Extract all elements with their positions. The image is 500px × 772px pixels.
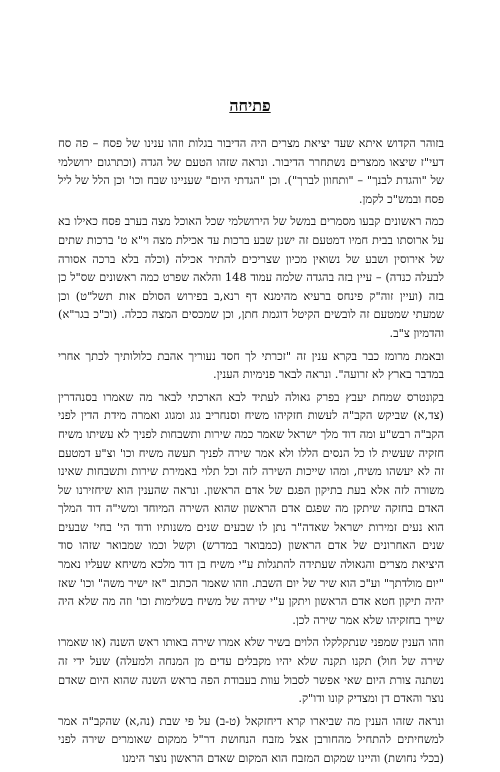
paragraph: וזהו הענין שמפני שנתקלקלו הלוים בשיר שלא אמרו שירה באותו ראש השנה (או שאמרו שירה של חול) תקנו תקנה שלא יהיו מקבלים עדים מן המנחה ולמעלה) שעל ידי זה נשתנה צורת היום שאי אפשר לסבול עוות בעבודת הפה בראש השנה שהוא היום שאדם נוצר והאדם דן ומצדיק קונו ודו"ק. [58,635,444,706]
paragraph: ובאמת מרומז כבר בקרא ענין זה "זכרתי לך חסד נעוריך אהבת כלולותיך לכתך אחרי במדבר בארץ לא זרועה". ונראה לבאר פנימיות הענין. [58,348,444,382]
paragraph: כמה ראשונים קבעו מסמרים במשל של הירושלמי שכל האוכל מצה בערב פסח כאילו בא על ארוסתו בבית חמיו דמטעם זה ישנן שבע ברכות עד אכילת מצה וי"א ט' ברכות שתים של אירוסין ושבע של נשואין מכיון שצריכים להתיר אכילה (וכלה בלא ברכה אסורה לבעלה כנדה) – עיין בזה בהגדה שלמה עמוד 148 והלאה שפרט כמה ראשונים שס"ל כן בזה (ועיין זוה"ק פינחס ברעיא מהימנא דף רנא,ב בפירוש הסולם אות תשל"ט) וכן שמעתי שמטעם זה לובשים הקיטל דוגמת חתן, וכן שמכסים המצה ככלה. (וכ"כ בגר"א) והדמיון צ"ב. [58,214,444,340]
page-title: פתיחה [229,96,271,115]
paragraph: ונראה שזהו הענין מה שביארו קרא דיחזקאל (ט-ב) על פי שבת (נה,א) שהקב"ה אמר למשחיתים להתחיל מהחורבן אצל מזבח הנחושת דר"ל ממקום שאומרים שירה לפני (בכלי נחושת) והיינו שמקום המזבח הוא המקום שאדם הראשון נוצר הימנו [58,713,444,765]
paragraph: בקונטרס שמחת יעבץ בפרק גאולה לעתיד לבא הארכתי לבאר מה שאמרו בסנהדרין (צד,א) שביקש הקב"ה לעשות חזקיהו משיח וסנחריב גוג ומגוג ואמרה מידת הדין לפני הקב"ה רבש"ע ומה דוד מלך ישראל שאמר כמה שירות ותשבחות לפניך לא עשיתו משיח חזקיה שעשית לו כל הנסים הללו ולא אמר שירה לפניך תעשה משיח וכו' וצ"ע דמטעם זה לא יעשהו משיח, ומהו שייכות השירה לזה וכל תלוי באמירת שירות ותשבחות שאינו משורה לזה אלא בעת בתיקון הפגם של אדם הראשון. ונראה שהענין הוא שיחזירנו של האדם בחזקה שיתקן מה שפגם אדם הראשון שהוא השירה המיוחד ומשי"ה דוד המלך הוא נעים זמירות ישראל שאדה"ר נתן לו שבעים שנים משנותיו ודוד הי' בחי' שבעים שנים האחרונים של אדם הראשון (כמבואר במדרש) וקשל וכמו שמבואר שזהו סוד היציאת מצרים והגאולה שעתידה להתגלות ע"י משיח בן דוד מלכא משיחא שעליו נאמר "יום מולדתך" וע"כ הוא שיר של יום השבת. וזהו שאמר הכתוב "אז ישיר משה" וכו' שאז יהיה תיקון חטא אדם הראשון ויתקן ע"י שירה של משיח בשלימות וכו' וזה מה שלא היה שייך בחזקיהו שלא אמר שירה לכן. [58,389,444,627]
paragraph: בזוהר הקדוש איתא שעד יציאת מצרים היה הדיבור בגלות וזהו ענינו של פסח – פה סח דעי"ז שיצאו ממצרים נשתחרר הדיבור. ונראה שזהו הטעם של הגדה (וכתרגום ירושלמי של "והגדת לבנך" – "ותחוון לברך"). וכן "הגדתי היום" שעניינו שבח וכו' וכן הלל של ליל פסח ובמש"כ לקמן. [58,136,444,206]
body-text [58,134,444,772]
